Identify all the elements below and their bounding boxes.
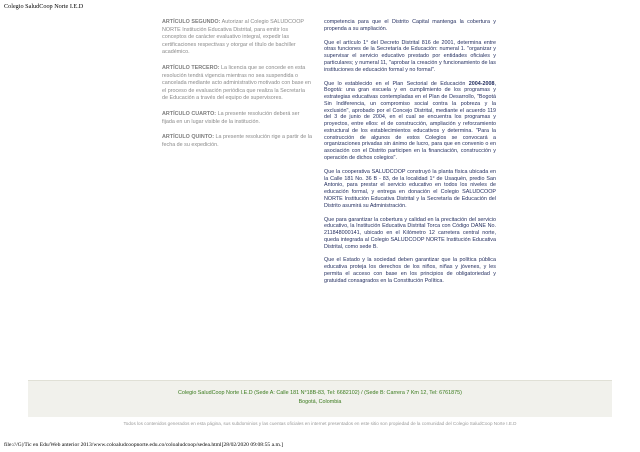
consideration-paragraph: Que para garantizar la cobertura y calidad en la precitación del servicio educativo, la Institución Educativa Distrital Torca con Código DANE No. 211848000141, ubicado en el Kilómetro 12 carretera central norte, queda integrada al Colegio SALUDCOOP NORTE Institución Educativa Distrital, como sede B. xyxy=(324,216,496,250)
consideration-paragraph: Que el artículo 1° del Decreto Distrital 816 de 2001, determina entre otras funciones de la Secretaría de Educación: numeral 1. "organizar y supervisar el servicio educativo prestado por entidades oficiales y particulares; y numeral 11, "aprobar la creación y funcionamiento de las instituciones de educación formal y no formal". xyxy=(324,39,496,73)
article-fourth xyxy=(162,111,312,126)
article-text: Autorizar al Colegio SALUDCOOP NORTE Institución Educativa Distrital, para emitir los conceptos de carácter evaluativo integral, expedir las certificaciones respectivas y otorgar el título de bachiller académico. xyxy=(162,19,304,56)
considerations-column xyxy=(324,19,496,292)
resolution-articles-column xyxy=(162,19,312,157)
paragraph-text: Que lo establecido en el Plan Sectorial de Educación xyxy=(324,80,469,87)
footer-address: Colegio SaludCoop Norte I.E.D (Sede A: Calle 181 N°18B-83, Tel: 6682102) / (Sede B: Carrera 7 Km 12, Tel: 6761875) xyxy=(178,390,462,396)
article-text: La licencia que se concede en esta resolución tendrá vigencia mientras no sea suspendida o cancelada mediante acto administrativo motivado con base en el proceso de evaluación periódica que realiza la Secretaría de Educación a través del equipo de supervisores. xyxy=(162,64,311,102)
article-label: ARTÍCULO QUINTO: xyxy=(162,134,215,141)
consideration-paragraph: Que la cooperativa SALUDCOOP construyó la planta física ubicada en la Calle 181 No. 36 B - 83, de la localidad 1° de Usaquén, predio San Antonio, para prestar el servicio educativo en todos los niveles de educación formal, y entrega en donación el Colegio SALUDCOOP NORTE Institución Educativa Distrital y la Secretaría de Educación del Distrito asumirá su Administración. xyxy=(324,168,496,209)
article-third xyxy=(162,65,312,103)
article-label: ARTÍCULO SEGUNDO: xyxy=(162,19,221,25)
article-text: La presente resolución deberá ser fijada en un lugar visible de la institución. xyxy=(162,110,300,125)
footer-disclaimer: Todos los contenidos generados en esta página, sus subdominios y las cuentas oficiales en internet presentados en este sitio son propiedad de la comunidad del Colegio SaludCoop Norte I.E.D xyxy=(123,421,517,426)
footer-city: Bogotá, Colombia xyxy=(298,399,342,405)
article-text: La presente resolución rige a partir de la fecha de su expedición. xyxy=(162,134,313,148)
article-fifth xyxy=(162,134,312,149)
print-file-path: file:///G|/Tic en Edu/Web anterior 2013/www.coloaludcoopnorte.edu.co/coloaludcoop/sedea.html[28/02/2020 09:08:55 a.m.] xyxy=(4,442,284,448)
consideration-paragraph: Que el Estado y la sociedad deben garantizar que la política pública educativa proteja los derechos de los niños, niñas y jóvenes, y les permita el acceso con base en los principios de obligatoriedad y gratuidad consagrados en la Constitución Política. xyxy=(324,257,496,284)
plan-years: 2004-2008 xyxy=(468,80,495,87)
page-title: Colegio SaludCoop Norte I.E.D xyxy=(4,3,84,10)
consideration-paragraph xyxy=(324,81,496,162)
article-second xyxy=(162,19,312,57)
consideration-paragraph: competencia para que el Distrito Capital mantenga la cobertura y propenda a su ampliación. xyxy=(324,19,496,32)
article-label: ARTÍCULO TERCERO: xyxy=(162,64,220,71)
paragraph-text: , Bogotá: una gran escuela y en cumplimiento de los programas y estrategias educativas contempladas en el Plan de Desarrollo, "Bogotá Sin Indiferencia, un compromiso social contra la pobreza y la exclusión", aprobado por el Concejo Distrital, mediante el acuerdo 119 del 3 de junio de 2004, en el cual se encuentra los programas y proyectos, entre ellos: el de construcción, ampliación y reforzamiento estructural de los establecimientos educativos y determina. "Para la construcción de algunos de estos Colegios se convocará a organizaciones privadas sin ánimo de lucro, para que en convenio o en asociación con el Distrito participen en la financiación, construcción y operación de dichos colegios". xyxy=(324,80,496,161)
article-label: ARTÍCULO CUARTO: xyxy=(162,110,217,117)
site-footer xyxy=(28,380,612,417)
